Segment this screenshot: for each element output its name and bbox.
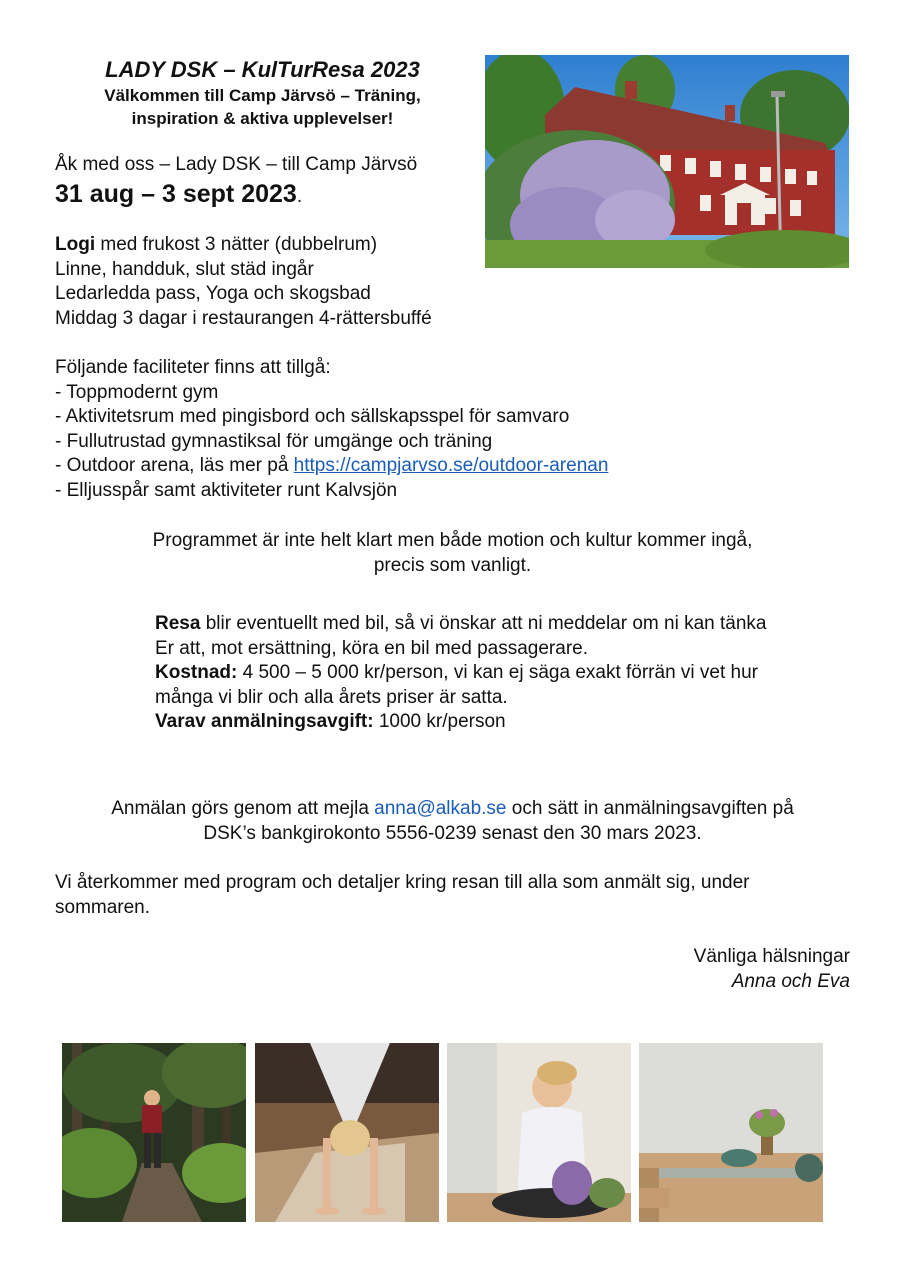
meditation-photo (447, 1043, 631, 1222)
facilities-list (55, 356, 608, 503)
dates-text: 31 aug – 3 sept 2023 (55, 180, 297, 208)
dates-period: . (296, 186, 303, 207)
followup-line-1: Vi återkommer med program och detaljer kring resan till alla som anmält sig, under (55, 872, 750, 893)
cost-label: Kostnad: (155, 662, 238, 683)
included-list (55, 233, 432, 331)
logi-line (55, 233, 432, 258)
followup-line-2: sommaren. (55, 896, 151, 918)
included-item: Middag 3 dagar i restaurangen 4-rättersbuffé (55, 307, 432, 329)
resa-line (155, 612, 766, 637)
registration-block (55, 797, 850, 846)
yoga-room-photo (639, 1043, 823, 1222)
facilities-heading: Följande faciliteter finns att tillgå: (55, 357, 331, 378)
program-line-1: Programmet är inte helt klart men både motion och kultur kommer ingå, (152, 530, 753, 551)
registration-text: Anmälan görs genom att mejla (111, 798, 375, 819)
followup-block (55, 871, 750, 920)
yoga-pose-photo (255, 1043, 439, 1222)
registration-line-2: DSK’s bankgirokonto 5556-0239 senast den 30 mars 2023. (203, 822, 702, 844)
outdoor-arena-link[interactable]: https://campjarvso.se/outdoor-arenan (293, 455, 609, 476)
facility-item: - Aktivitetsrum med pingisbord och sällskapsspel för samvaro (55, 406, 570, 427)
cost-line-2: många vi blir och alla årets priser är satta. (155, 686, 508, 708)
greeting: Vänliga hälsningar (693, 946, 850, 967)
included-item: Ledarledda pass, Yoga och skogsbad (55, 283, 371, 304)
facility-item: - Elljusspår samt aktiviteter runt Kalvsjön (55, 479, 398, 501)
resa-label: Resa (155, 613, 201, 634)
resa-line-2: Er att, mot ersättning, köra en bil med passagerare. (155, 637, 588, 659)
cost-line (155, 661, 766, 686)
email-link[interactable]: anna@alkab.se (374, 798, 507, 819)
program-line-2: precis som vanligt. (373, 554, 532, 576)
registration-line-1 (55, 797, 850, 822)
resa-text: blir eventuellt med bil, så vi önskar att ni meddelar om ni kan tänka (200, 613, 767, 634)
registration-text-2: och sätt in anmälningsavgiften på (506, 798, 794, 819)
facility-item: - Fullutrustad gymnastiksal för umgänge och träning (55, 430, 493, 452)
fee-line (155, 710, 766, 735)
cost-text: 4 500 – 5 000 kr/person, vi kan ej säga exakt förrän vi vet hur (237, 662, 759, 683)
logi-text: med frukost 3 nätter (dubbelrum) (95, 234, 378, 255)
camp-house-photo (485, 55, 849, 268)
title-block (55, 56, 470, 130)
fee-text: 1000 kr/person (373, 711, 506, 732)
program-note (55, 529, 850, 578)
travel-cost-block (155, 612, 766, 735)
facility-item-outdoor (55, 454, 608, 479)
signoff-names: Anna och Eva (731, 970, 850, 992)
outdoor-text: - Outdoor arena, läs mer på (55, 455, 294, 476)
intro-line: Åk med oss – Lady DSK – till Camp Järvsö (55, 154, 418, 175)
included-item: Linne, handduk, slut städ ingår (55, 258, 314, 280)
facility-item: - Toppmodernt gym (55, 381, 219, 403)
fee-label: Varav anmälningsavgift: (155, 711, 374, 732)
travel-dates (55, 178, 302, 210)
logi-label: Logi (55, 234, 96, 255)
forest-walk-photo (62, 1043, 246, 1222)
page-title: LADY DSK – KulTurResa 2023 (105, 57, 420, 82)
subtitle-line-2: inspiration & aktiva upplevelser! (131, 109, 394, 128)
subtitle-line-1: Välkommen till Camp Järvsö – Träning, (104, 86, 421, 105)
signoff-block (694, 945, 850, 994)
